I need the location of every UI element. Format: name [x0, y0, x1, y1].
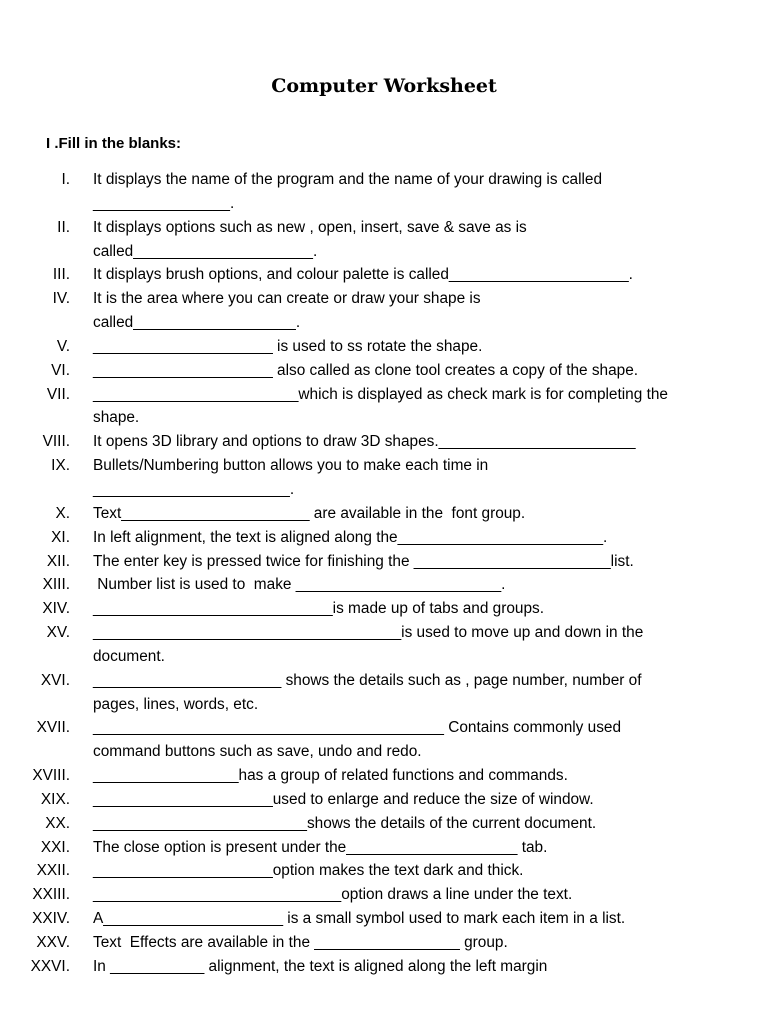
- question-number: XX.: [45, 814, 70, 832]
- question-text: ________________________which is displayed as check mark is for completing the: [93, 385, 668, 403]
- question-item: [0, 597, 768, 621]
- question-text: Text Effects are available in the _________________ group.: [93, 934, 508, 951]
- question-text: It is the area where you can create or draw your shape is: [93, 290, 481, 308]
- question-text: ____________________________is made up of tabs and groups.: [93, 600, 544, 618]
- question-text: _________________________________________ Contains commonly used: [93, 719, 622, 737]
- question-number: XII.: [46, 552, 70, 570]
- question-item: [0, 383, 768, 431]
- question-number: XXVI.: [30, 957, 70, 975]
- question-number: VI.: [51, 361, 70, 379]
- question-number: XXI.: [40, 838, 70, 856]
- question-item: [0, 669, 768, 717]
- question-text: It opens 3D library and options to draw 3D shapes._______________________: [93, 433, 636, 451]
- question-item: [0, 621, 768, 669]
- question-number: XIII.: [42, 576, 70, 594]
- question-text-continued: called___________________.: [93, 314, 301, 332]
- question-item: [0, 573, 768, 597]
- question-number: VIII.: [42, 433, 70, 451]
- question-text: _____________________ also called as clone tool creates a copy of the shape.: [93, 361, 639, 379]
- question-text: Number list is used to make ________________________.: [93, 576, 506, 594]
- question-text: Bullets/Numbering button allows you to make each time in: [93, 457, 489, 475]
- question-item: [0, 359, 768, 383]
- section-heading: I .Fill in the blanks:: [46, 135, 182, 152]
- question-item: [0, 502, 768, 526]
- question-item: [0, 931, 768, 955]
- question-number: V.: [56, 337, 70, 355]
- question-text: _____________________ is used to ss rotate the shape.: [93, 337, 483, 355]
- question-text-continued: document.: [93, 647, 165, 665]
- question-item: [0, 216, 768, 264]
- question-text: The close option is present under the____________________ tab.: [93, 838, 548, 856]
- question-item: [0, 430, 768, 454]
- question-text-continued: _______________________.: [93, 480, 295, 498]
- question-text: It displays the name of the program and the name of your drawing is called: [93, 171, 603, 188]
- question-text: _________________has a group of related functions and commands.: [93, 767, 568, 785]
- question-item: [0, 788, 768, 812]
- question-number: XXV.: [36, 934, 70, 951]
- question-text-continued: shape.: [93, 409, 140, 427]
- question-item: [0, 168, 768, 216]
- question-number: XVII.: [36, 719, 70, 737]
- question-item: [0, 907, 768, 931]
- question-text: The enter key is pressed twice for finishing the _______________________list.: [93, 552, 634, 570]
- question-number: I.: [61, 171, 70, 188]
- question-item: [0, 526, 768, 550]
- question-number: III.: [52, 266, 70, 284]
- question-item: [0, 716, 768, 764]
- question-number: XXIV.: [32, 910, 70, 928]
- question-number: IV.: [52, 290, 70, 308]
- question-text: _____________________option makes the text dark and thick.: [93, 862, 524, 880]
- question-text: In left alignment, the text is aligned along the________________________.: [93, 528, 608, 546]
- question-item: [0, 335, 768, 359]
- question-item: [0, 812, 768, 836]
- question-number: XIX.: [40, 790, 70, 808]
- question-item: [0, 836, 768, 860]
- question-item: [0, 454, 768, 502]
- question-item: [0, 883, 768, 907]
- question-number: XXII.: [36, 862, 70, 880]
- question-item: [0, 263, 768, 287]
- question-number: XVI.: [40, 671, 70, 689]
- question-text: In ___________ alignment, the text is aligned along the left margin: [93, 957, 548, 975]
- question-number: II.: [57, 218, 70, 236]
- page-title: Computer Worksheet: [271, 75, 497, 97]
- question-number: XVIII.: [32, 767, 70, 785]
- question-item: [0, 550, 768, 574]
- question-text-continued: ________________.: [93, 194, 235, 212]
- question-number: XI.: [51, 528, 70, 546]
- question-text-continued: command buttons such as save, undo and redo.: [93, 743, 422, 761]
- question-number: X.: [55, 504, 70, 522]
- question-text: _________________________shows the details of the current document.: [93, 814, 597, 832]
- question-number: VII.: [46, 385, 70, 403]
- question-item: [0, 955, 768, 979]
- question-text: ____________________________________is used to move up and down in the: [93, 624, 644, 642]
- question-text: It displays options such as new , open, insert, save & save as is: [93, 218, 527, 236]
- question-number: XXIII.: [32, 886, 70, 904]
- question-item: [0, 764, 768, 788]
- question-item: [0, 287, 768, 335]
- question-text: _____________________________option draws a line under the text.: [93, 886, 573, 904]
- question-number: XIV.: [42, 600, 70, 618]
- question-item: [0, 859, 768, 883]
- question-text: Text______________________ are available in the font group.: [93, 504, 526, 522]
- question-text: _____________________used to enlarge and reduce the size of window.: [93, 790, 594, 808]
- question-text: It displays brush options, and colour palette is called_____________________.: [93, 266, 633, 284]
- question-number: IX.: [51, 457, 70, 475]
- question-number: XV.: [46, 624, 70, 642]
- question-text-continued: called_____________________.: [93, 242, 318, 260]
- question-text: A_____________________ is a small symbol used to mark each item in a list.: [93, 910, 626, 928]
- question-list: [0, 168, 768, 979]
- question-text: ______________________ shows the details such as , page number, number of: [93, 671, 642, 689]
- question-text-continued: pages, lines, words, etc.: [93, 695, 259, 713]
